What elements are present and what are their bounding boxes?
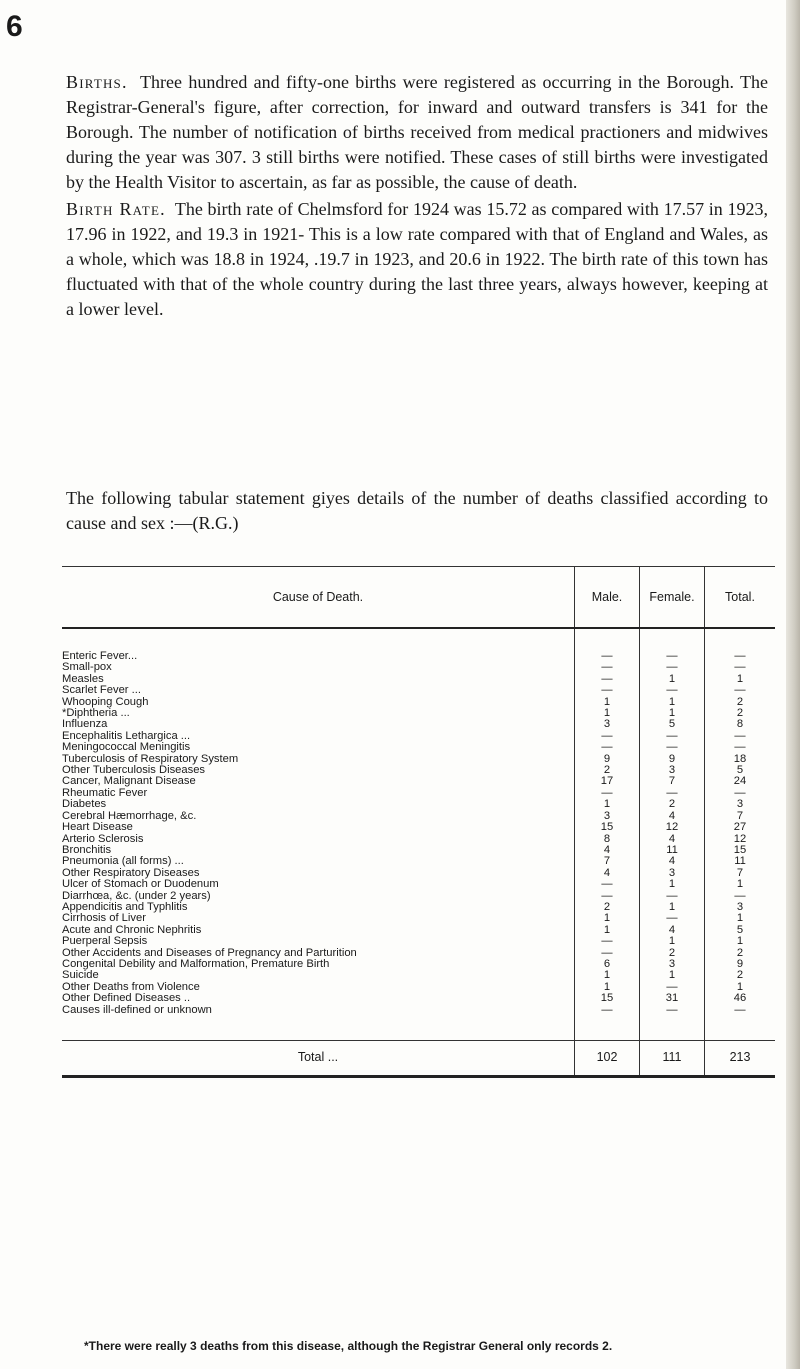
page-number: 6 (6, 10, 23, 43)
row-total: 24 (705, 776, 776, 787)
row-total: — (705, 891, 776, 902)
row-total: — (705, 731, 776, 742)
row-female: 3 (640, 868, 705, 879)
row-male: 1 (575, 925, 640, 936)
row-male: — (575, 674, 640, 685)
row-female: 1 (640, 697, 705, 708)
total-label: Total ... (62, 1041, 575, 1077)
row-total: 15 (705, 845, 776, 856)
row-female: — (640, 742, 705, 753)
row-total: 2 (705, 697, 776, 708)
row-cause: Diabetes (62, 799, 107, 811)
row-cause: Other Accidents and Diseases of Pregnancy and Parturition (62, 947, 357, 959)
birth-rate-text: The birth rate of Chelmsford for 1924 was 15.72 as compared with 17.57 in 1923, 17.96 in 1922, and 19.3 in 1921- This is a low rate compared with that of England and Wales, as a whole, which was 18.8 in 1924, .19.7 in 1923, and 20.6 in 1922. The birth rate of this town has fluctuated with that of the whole country during the last three years, always however, keeping at a lower level. (66, 199, 768, 319)
row-male: 4 (575, 868, 640, 879)
row-cause: Other Tuberculosis Diseases (62, 765, 206, 777)
table-intro-paragraph: The following tabular statement giyes details of the number of deaths classified according to cause and sex :—(R.G.) (66, 488, 768, 533)
row-total: 8 (705, 719, 776, 730)
row-female: — (640, 913, 705, 924)
row-female: 31 (640, 993, 705, 1004)
row-female: 9 (640, 754, 705, 765)
births-text: Three hundred and fifty-one births were registered as occurring in the Borough. The Registrar-General's figure, after correction, for inward and outward transfers is 341 for the Borough. The number of notification of births received from medical practioners and midwives during the year was 307. 3 still births were notified. These cases of still births were investigated by the Health Visitor to ascertain, as far as possible, the cause of death. (66, 72, 768, 192)
row-female: 7 (640, 776, 705, 787)
row-male: — (575, 662, 640, 673)
row-female: 4 (640, 856, 705, 867)
row-cause: Congenital Debility and Malformation, Premature Birth (62, 958, 330, 970)
row-female: — (640, 891, 705, 902)
row-female: — (640, 731, 705, 742)
row-total: — (705, 742, 776, 753)
births-paragraph (66, 70, 768, 195)
row-male: — (575, 651, 640, 662)
row-cause: Measles (62, 673, 104, 685)
row-cause: Whooping Cough (62, 696, 149, 708)
row-cause: Other Respiratory Diseases (62, 867, 200, 879)
row-total: 7 (705, 811, 776, 822)
row-cause: Cirrhosis of Liver (62, 913, 146, 925)
row-total: 46 (705, 993, 776, 1004)
row-female: 1 (640, 674, 705, 685)
row-cause: Tuberculosis of Respiratory System (62, 753, 239, 765)
row-male: 17 (575, 776, 640, 787)
row-male: 15 (575, 993, 640, 1004)
deaths-by-cause-table (62, 566, 775, 1078)
row-cause: Causes ill-defined or unknown (62, 1004, 212, 1016)
total-male: 102 (575, 1041, 640, 1077)
row-total: 1 (705, 936, 776, 947)
row-total: — (705, 788, 776, 799)
row-total: — (705, 651, 776, 662)
row-cause: Pneumonia (all forms) ... (62, 856, 184, 868)
row-total: — (705, 685, 776, 696)
row-female: 3 (640, 765, 705, 776)
birth-rate-heading: Birth Rate. (66, 199, 166, 219)
row-male: 3 (575, 719, 640, 730)
row-female: 1 (640, 936, 705, 947)
row-total: 12 (705, 834, 776, 845)
row-male: 2 (575, 902, 640, 913)
row-male: — (575, 742, 640, 753)
row-female: — (640, 651, 705, 662)
row-female: 2 (640, 948, 705, 959)
row-female: — (640, 982, 705, 993)
row-male: 8 (575, 834, 640, 845)
scan-edge (786, 0, 800, 1369)
row-total: — (705, 1005, 776, 1016)
row-total: 1 (705, 674, 776, 685)
footnote: *There were really 3 deaths from this disease, although the Registrar General only records 2. (84, 1339, 613, 1353)
row-female: 11 (640, 845, 705, 856)
table-row (62, 879, 775, 890)
row-male: 15 (575, 822, 640, 833)
row-total: 27 (705, 822, 776, 833)
row-male: 1 (575, 982, 640, 993)
row-cause: Scarlet Fever ... (62, 685, 141, 697)
row-male: — (575, 1005, 640, 1016)
row-male: 7 (575, 856, 640, 867)
row-cause: Arterio Sclerosis (62, 833, 144, 845)
row-female: 1 (640, 970, 705, 981)
table-spacer (62, 1016, 775, 1041)
header-male: Male. (575, 567, 640, 629)
row-female: — (640, 685, 705, 696)
table-row (62, 1005, 775, 1016)
row-cause: Rheumatic Fever (62, 787, 148, 799)
row-male: — (575, 685, 640, 696)
row-cause: Meningococcal Meningitis (62, 742, 191, 754)
row-cause: Cancer, Malignant Disease (62, 776, 196, 788)
row-male: 4 (575, 845, 640, 856)
row-male: 1 (575, 708, 640, 719)
row-total: 7 (705, 868, 776, 879)
row-cause: Bronchitis (62, 844, 112, 856)
row-cause: Encephalitis Lethargica ... (62, 730, 191, 742)
row-female: 4 (640, 925, 705, 936)
row-cause: Other Defined Diseases .. (62, 993, 191, 1005)
row-female: 2 (640, 799, 705, 810)
header-total: Total. (705, 567, 776, 629)
row-total: 2 (705, 708, 776, 719)
header-female: Female. (640, 567, 705, 629)
table-row (62, 993, 775, 1004)
row-total: 3 (705, 902, 776, 913)
row-male: 1 (575, 970, 640, 981)
row-female: 1 (640, 708, 705, 719)
table-spacer (62, 628, 775, 651)
header-cause: Cause of Death. (62, 567, 575, 629)
row-female: — (640, 1005, 705, 1016)
row-female: 12 (640, 822, 705, 833)
row-cause: Diarrhœa, &c. (under 2 years) (62, 890, 211, 902)
row-cause: Suicide (62, 970, 99, 982)
total-total: 213 (705, 1041, 776, 1077)
table-total-row (62, 1041, 775, 1077)
row-male: — (575, 788, 640, 799)
deaths-table-container (62, 566, 775, 1078)
row-female: 1 (640, 879, 705, 890)
row-male: 1 (575, 913, 640, 924)
row-cause: Acute and Chronic Nephritis (62, 924, 202, 936)
row-total: 1 (705, 879, 776, 890)
row-female: 4 (640, 834, 705, 845)
row-male: — (575, 731, 640, 742)
row-cause: Cerebral Hæmorrhage, &c. (62, 810, 197, 822)
row-cause: Heart Disease (62, 822, 133, 834)
row-male: — (575, 891, 640, 902)
row-male: — (575, 948, 640, 959)
row-cause: Enteric Fever... (62, 651, 138, 662)
row-total: 1 (705, 982, 776, 993)
row-female: 4 (640, 811, 705, 822)
row-cause: Small-pox (62, 662, 112, 674)
row-total: 3 (705, 799, 776, 810)
row-male: — (575, 879, 640, 890)
row-total: 2 (705, 970, 776, 981)
row-male: — (575, 936, 640, 947)
row-total: 18 (705, 754, 776, 765)
row-male: 6 (575, 959, 640, 970)
row-total: 9 (705, 959, 776, 970)
row-cause: Appendicitis and Typhlitis (62, 901, 188, 913)
births-heading: Births. (66, 72, 128, 92)
total-female: 111 (640, 1041, 705, 1077)
row-male: 1 (575, 799, 640, 810)
row-total: 11 (705, 856, 776, 867)
row-female: — (640, 788, 705, 799)
row-cause: Ulcer of Stomach or Duodenum (62, 879, 219, 891)
row-male: 3 (575, 811, 640, 822)
table-row (62, 822, 775, 833)
table-row (62, 936, 775, 947)
row-male: 1 (575, 697, 640, 708)
table-row (62, 685, 775, 696)
table-row (62, 742, 775, 753)
table-header-row (62, 567, 775, 629)
row-female: 5 (640, 719, 705, 730)
row-cause: Influenza (62, 719, 108, 731)
table-row (62, 799, 775, 810)
row-female: 3 (640, 959, 705, 970)
table-row (62, 856, 775, 867)
row-total: — (705, 662, 776, 673)
row-female: 1 (640, 902, 705, 913)
row-male: 2 (575, 765, 640, 776)
row-cause: Puerperal Sepsis (62, 936, 148, 948)
row-total: 5 (705, 765, 776, 776)
row-total: 1 (705, 913, 776, 924)
row-cause: *Diphtheria ... (62, 708, 130, 720)
row-total: 5 (705, 925, 776, 936)
row-total: 2 (705, 948, 776, 959)
row-female: — (640, 662, 705, 673)
birth-rate-paragraph (66, 197, 768, 322)
row-male: 9 (575, 754, 640, 765)
row-cause: Other Deaths from Violence (62, 981, 200, 993)
